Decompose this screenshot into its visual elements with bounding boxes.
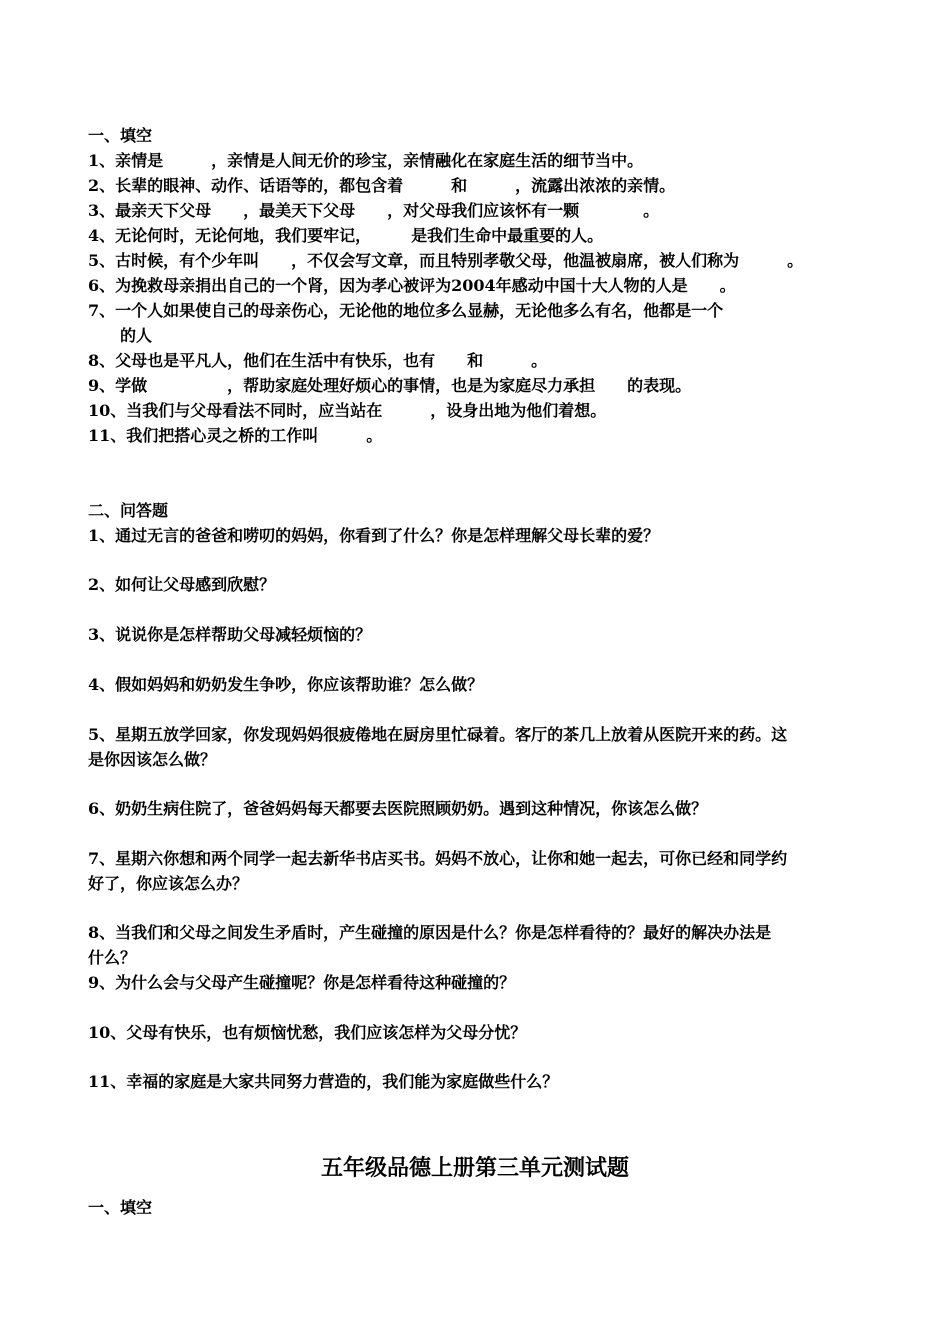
test-title: 五年级品德上册第三单元测试题 — [320, 1155, 629, 1181]
fill-item-7-cont: 的人 — [88, 326, 153, 345]
fill-item-9: 9、学做 ，帮助家庭处理好烦心的事情，也是为家庭尽力承担 的表现。 — [88, 376, 692, 395]
qa-item-10: 10、父母有快乐，也有烦恼忧愁，我们应该怎样为父母分忧？ — [88, 1023, 527, 1042]
qa-item-5-cont: 是你因该怎么做？ — [88, 750, 217, 769]
qa-item-1: 1、通过无言的爸爸和唠叨的妈妈，你看到了什么？你是怎样理解父母长辈的爱？ — [88, 526, 660, 545]
qa-item-7: 7、星期六你想和两个同学一起去新华书店买书。妈妈不放心，让你和她一起去，可你已经和同学约 — [88, 849, 788, 868]
qa-item-5: 5、星期五放学回家，你发现妈妈很疲倦地在厨房里忙碌着。客厅的茶几上放着从医院开来的药。这 — [88, 725, 788, 744]
qa-item-2: 2、如何让父母感到欣慰？ — [88, 575, 276, 594]
qa-item-9: 9、为什么会与父母产生碰撞呢？你是怎样看待这种碰撞的？ — [88, 973, 516, 992]
qa-item-8-cont: 什么？ — [88, 948, 137, 967]
qa-item-6: 6、奶奶生病住院了，爸爸妈妈每天都要去医院照顾奶奶。遇到这种情况，你该怎么做？ — [88, 799, 708, 818]
qa-item-7-cont: 好了，你应该怎么办？ — [88, 874, 249, 893]
fill-item-4: 4、无论何时，无论何地，我们要牢记， 是我们生命中最重要的人。 — [88, 226, 604, 245]
section2-heading: 二、问答题 — [88, 501, 169, 520]
next-section-heading: 一、填空 — [88, 1198, 153, 1217]
qa-item-11: 11、幸福的家庭是大家共同努力营造的，我们能为家庭做些什么？ — [88, 1072, 559, 1091]
fill-item-6: 6、为挽救母亲捐出自己的一个肾，因为孝心被评为2004年感动中国十大人物的人是 。 — [88, 276, 736, 295]
fill-item-7: 7、一个人如果使自己的母亲伤心，无论他的地位多么显赫，无论他多么有名，他都是一个 — [88, 301, 724, 320]
qa-item-3: 3、说说你是怎样帮助父母减轻烦恼的？ — [88, 625, 372, 644]
section1-heading: 一、填空 — [88, 126, 153, 145]
fill-item-11: 11、我们把搭心灵之桥的工作叫 。 — [88, 426, 383, 445]
fill-item-8: 8、父母也是平凡人，他们在生活中有快乐，也有 和 。 — [88, 351, 548, 370]
fill-item-5: 5、古时候，有个少年叫 ，不仅会写文章，而且特别孝敬父母，他温被扇席，被人们称为 。 — [88, 251, 804, 270]
qa-item-4: 4、假如妈妈和奶奶发生争吵，你应该帮助谁？怎么做？ — [88, 675, 484, 694]
qa-item-8: 8、当我们和父母之间发生矛盾时，产生碰撞的原因是什么？你是怎样看待的？最好的解决办法是 — [88, 923, 772, 942]
fill-item-3: 3、最亲天下父母 ，最美天下父母 ，对父母我们应该怀有一颗 。 — [88, 201, 660, 220]
fill-item-10: 10、当我们与父母看法不同时，应当站在 ，设身出地为他们着想。 — [88, 401, 607, 420]
fill-item-2: 2、长辈的眼神、动作、话语等的，都包含着 和 ，流露出浓浓的亲情。 — [88, 176, 676, 195]
fill-item-1: 1、亲情是 ，亲情是人间无价的珍宝，亲情融化在家庭生活的细节当中。 — [88, 151, 644, 170]
